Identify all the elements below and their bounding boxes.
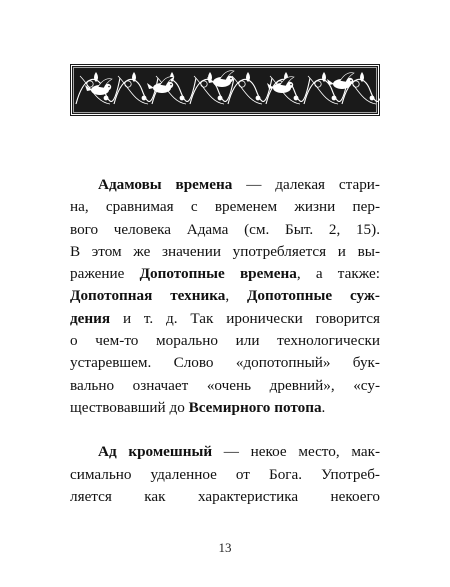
- text-run: ляется как характеристика некоего: [70, 487, 380, 505]
- text-run: , а также:: [296, 265, 381, 283]
- headword: Допотопная техника: [70, 287, 226, 305]
- text-run: — далекая стари-: [232, 176, 380, 193]
- dictionary-entry: [70, 441, 380, 508]
- headword: Допотопные времена: [139, 265, 297, 283]
- headword: Ад кромешный: [98, 443, 213, 461]
- text-run: ,: [225, 287, 247, 305]
- dictionary-text: [70, 174, 380, 508]
- text-line: [70, 464, 380, 486]
- text-run: симально удаленное от Бога. Употреб-: [70, 465, 380, 483]
- text-line: [70, 219, 380, 241]
- page-number: 13: [218, 540, 232, 555]
- text-run: — некое место, мак-: [212, 443, 381, 461]
- text-line: [70, 397, 380, 419]
- text-run: В этом же значении употребляется и вы-: [70, 242, 380, 260]
- text-run: о чем-то морально или технологически: [70, 332, 380, 350]
- text-line: [70, 330, 380, 352]
- headword: Адамовы времена: [98, 176, 233, 193]
- dictionary-entry: [70, 174, 380, 419]
- text-line: [70, 352, 380, 374]
- text-run: устаревшем. Слово «допотопный» бук-: [70, 354, 380, 372]
- text-run: вально означает «очень древний», «су-: [70, 376, 380, 394]
- text-line: [70, 174, 380, 196]
- text-run: на, сравнимая с временем жизни пер-: [70, 198, 380, 216]
- text-line: [70, 263, 380, 285]
- text-line: [70, 375, 380, 397]
- text-line: [70, 285, 380, 307]
- text-run: вого человека Адама (см. Быт. 2, 15).: [70, 220, 380, 238]
- text-run: ражение: [70, 265, 140, 283]
- text-line: [70, 196, 380, 218]
- text-run: .: [321, 398, 326, 416]
- text-line: [70, 308, 380, 330]
- decorative-ornament-banner: [70, 64, 380, 116]
- text-run: ществовавший до: [70, 398, 189, 416]
- entry-gap: [70, 419, 380, 441]
- text-line: [70, 241, 380, 263]
- headword: Всемирного потопа: [188, 398, 322, 416]
- headword: дения: [70, 309, 111, 327]
- headword: Допотопные суж-: [246, 287, 380, 305]
- text-line: [70, 486, 380, 508]
- floral-bird-ornament-icon: [70, 64, 380, 116]
- text-line: [70, 441, 380, 463]
- text-run: и т. д. Так иронически говорится: [110, 309, 380, 327]
